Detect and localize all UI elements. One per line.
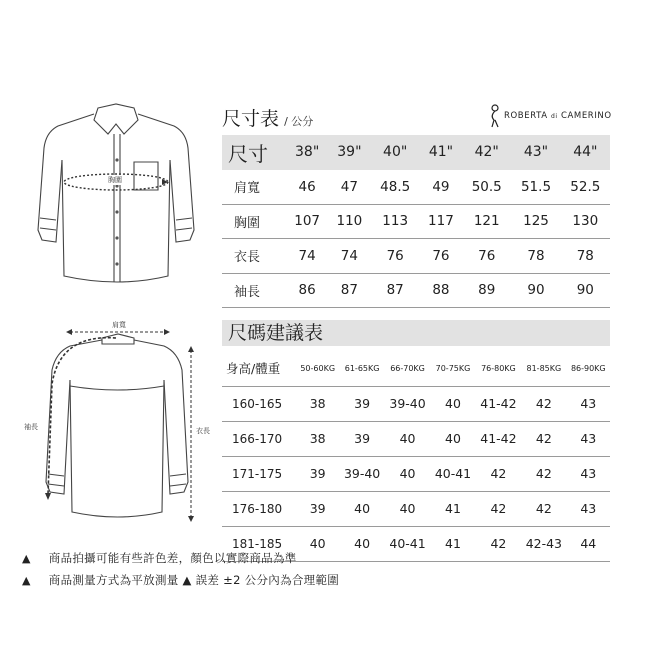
table-row xyxy=(222,386,610,421)
table-cell: 78 xyxy=(561,239,610,274)
table-cell: 76 xyxy=(371,239,420,274)
row-label: 衣長 xyxy=(222,239,286,274)
table-cell: 48.5 xyxy=(371,170,420,205)
table-cell: 42 xyxy=(521,421,566,456)
row-label: 171-175 xyxy=(222,456,296,491)
table-cell: 90 xyxy=(561,273,610,308)
table-cell: 43 xyxy=(567,386,610,421)
table-cell: 42 xyxy=(476,456,521,491)
table-cell: 113 xyxy=(371,204,420,239)
size-col: 41" xyxy=(428,144,454,161)
table-cell: 78 xyxy=(511,239,560,274)
table-cell: 117 xyxy=(420,204,462,239)
note-text: 商品拍攝可能有些許色差，顏色以實際商品為準 xyxy=(48,551,297,565)
page-title-block xyxy=(222,104,313,131)
table-cell: 110 xyxy=(328,204,370,239)
table-cell: 89 xyxy=(462,273,511,308)
table-cell: 125 xyxy=(511,204,560,239)
recommend-title-bar xyxy=(222,320,610,346)
size-col: 40" xyxy=(383,144,408,161)
table-cell: 42-43 xyxy=(521,526,566,561)
size-table xyxy=(222,135,610,308)
table-cell: 39 xyxy=(296,456,339,491)
table-cell: 42 xyxy=(521,386,566,421)
weight-col: 76-80KG xyxy=(476,351,521,386)
warning-triangle-icon: ▲ xyxy=(22,552,31,565)
page-title: 尺寸表 xyxy=(222,108,280,130)
table-row xyxy=(222,204,610,239)
weight-col: 81-85KG xyxy=(521,351,566,386)
length-measure-line xyxy=(186,346,196,522)
weight-col: 86-90KG xyxy=(567,351,610,386)
table-row xyxy=(222,456,610,491)
row-label: 176-180 xyxy=(222,491,296,526)
table-cell: 39 xyxy=(296,491,339,526)
table-cell: 74 xyxy=(328,239,370,274)
shirt-back-illustration xyxy=(30,324,200,524)
table-cell: 46 xyxy=(286,170,328,205)
table-row xyxy=(222,273,610,308)
weight-col: 66-70KG xyxy=(385,351,430,386)
table-cell: 76 xyxy=(420,239,462,274)
row-label: 181-185 xyxy=(222,526,296,561)
table-row xyxy=(222,170,610,205)
table-cell: 49 xyxy=(420,170,462,205)
recommend-table xyxy=(222,351,610,562)
table-cell: 130 xyxy=(561,204,610,239)
table-cell: 40-41 xyxy=(430,456,475,491)
row-label: 166-170 xyxy=(222,421,296,456)
table-cell: 74 xyxy=(286,239,328,274)
table-cell: 41-42 xyxy=(476,421,521,456)
table-cell: 40 xyxy=(385,491,430,526)
recommend-header-row xyxy=(222,351,610,386)
size-col: 44" xyxy=(573,144,598,161)
brand-logo xyxy=(488,104,612,128)
size-header-label: 尺寸 xyxy=(228,141,268,166)
brand-di: di xyxy=(550,113,558,120)
shoulder-label: 肩寬 xyxy=(112,321,126,329)
table-cell: 40 xyxy=(385,456,430,491)
table-cell: 41-42 xyxy=(476,386,521,421)
table-cell: 76 xyxy=(462,239,511,274)
table-cell: 42 xyxy=(521,491,566,526)
table-cell: 90 xyxy=(511,273,560,308)
table-cell: 43 xyxy=(567,491,610,526)
table-cell: 107 xyxy=(286,204,328,239)
table-cell: 44 xyxy=(567,526,610,561)
table-cell: 87 xyxy=(328,273,370,308)
table-cell: 121 xyxy=(462,204,511,239)
size-table-header xyxy=(222,135,610,170)
brand-name: ROBERTA xyxy=(504,111,548,121)
row-label: 肩寬 xyxy=(222,170,286,205)
recommend-title: 尺碼建議表 xyxy=(228,322,324,344)
table-cell: 47 xyxy=(328,170,370,205)
note-measure xyxy=(22,572,339,588)
note-color xyxy=(22,550,297,566)
row-label: 袖長 xyxy=(222,273,286,308)
table-row xyxy=(222,421,610,456)
height-weight-label: 身高/體重 xyxy=(222,351,296,386)
table-cell: 51.5 xyxy=(511,170,560,205)
weight-col: 61-65KG xyxy=(339,351,384,386)
size-col: 42" xyxy=(474,144,499,161)
table-cell: 40 xyxy=(385,421,430,456)
table-cell: 40 xyxy=(296,526,339,561)
weight-col: 70-75KG xyxy=(430,351,475,386)
table-row xyxy=(222,491,610,526)
table-cell: 38 xyxy=(296,386,339,421)
weight-col: 50-60KG xyxy=(296,351,339,386)
table-cell: 87 xyxy=(371,273,420,308)
note-text: 商品測量方式為平放測量 ▲ 誤差 ±2 公分內為合理範圍 xyxy=(48,573,340,587)
sleeve-label: 袖長 xyxy=(24,423,38,431)
row-label: 胸圍 xyxy=(222,204,286,239)
table-cell: 39 xyxy=(339,421,384,456)
table-cell: 40 xyxy=(430,386,475,421)
table-cell: 38 xyxy=(296,421,339,456)
table-cell: 39 xyxy=(339,386,384,421)
size-col: 43" xyxy=(523,144,549,161)
table-cell: 43 xyxy=(567,456,610,491)
length-label: 衣長 xyxy=(196,427,210,435)
table-cell: 41 xyxy=(430,526,475,561)
table-cell: 42 xyxy=(521,456,566,491)
table-cell: 88 xyxy=(420,273,462,308)
table-cell: 43 xyxy=(567,421,610,456)
table-cell: 40 xyxy=(339,491,384,526)
table-cell: 42 xyxy=(476,491,521,526)
row-label: 160-165 xyxy=(222,386,296,421)
table-cell: 40 xyxy=(430,421,475,456)
table-cell: 50.5 xyxy=(462,170,511,205)
shirt-front-illustration xyxy=(28,100,206,290)
table-cell: 40 xyxy=(339,526,384,561)
size-col: 39" xyxy=(337,144,362,161)
size-col: 38" xyxy=(295,144,320,161)
table-cell: 39-40 xyxy=(385,386,430,421)
brand-name-tail: CAMERINO xyxy=(560,111,612,121)
table-cell: 42 xyxy=(476,526,521,561)
warning-triangle-icon: ▲ xyxy=(22,574,31,587)
table-cell: 52.5 xyxy=(561,170,610,205)
table-cell: 39-40 xyxy=(339,456,384,491)
table-cell: 86 xyxy=(286,273,328,308)
table-row xyxy=(222,239,610,274)
brand-figure-icon xyxy=(488,104,502,128)
table-cell: 40-41 xyxy=(385,526,430,561)
table-cell: 41 xyxy=(430,491,475,526)
chest-label: 胸圍 xyxy=(108,176,122,184)
page-subtitle: / 公分 xyxy=(284,115,314,128)
